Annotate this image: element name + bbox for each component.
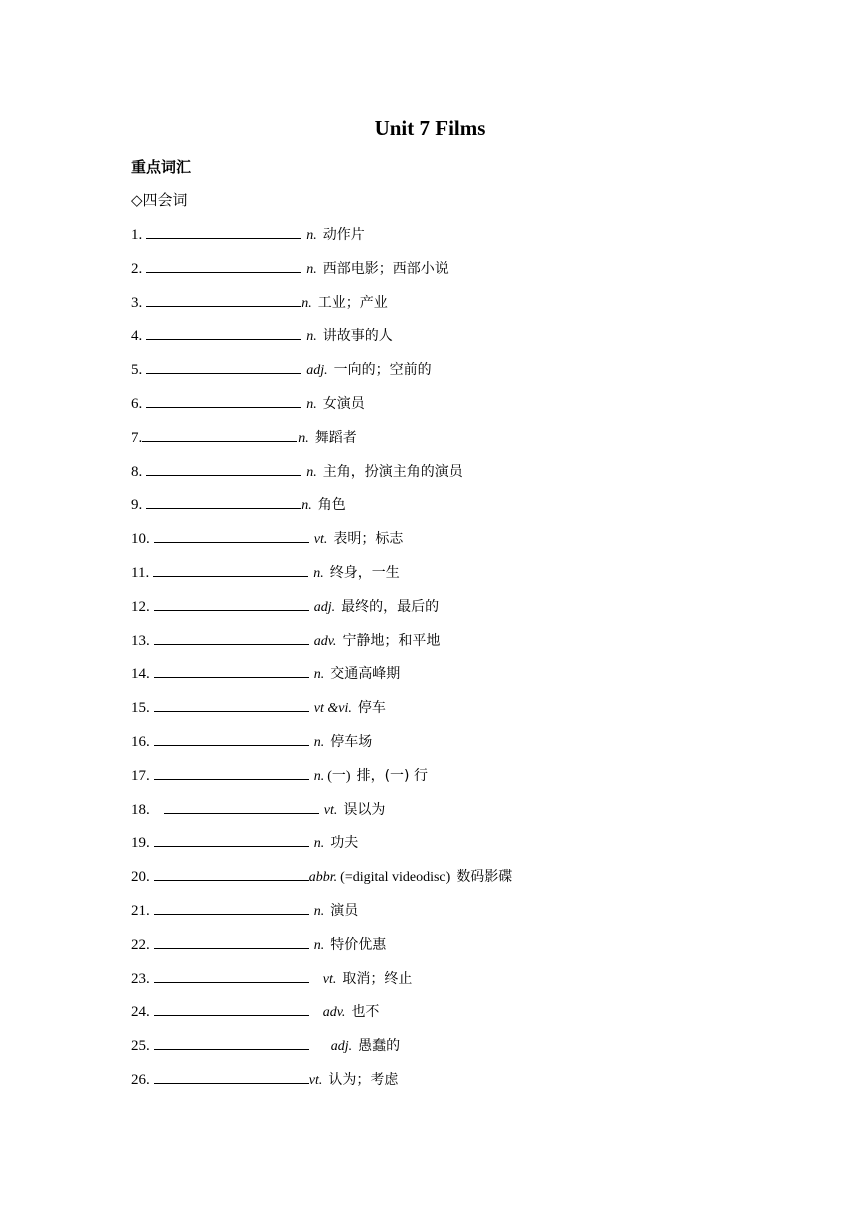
- item-meaning: 误以为: [343, 801, 386, 818]
- part-of-speech: n.: [313, 836, 325, 852]
- answer-blank[interactable]: [154, 1069, 309, 1084]
- item-number: 18.: [131, 801, 150, 818]
- part-of-speech: adv.: [313, 633, 337, 649]
- item-number: 21.: [131, 902, 150, 919]
- item-number: 23.: [131, 970, 150, 987]
- item-number: 10.: [131, 531, 150, 548]
- list-item: [131, 731, 791, 765]
- item-meaning: 一向的；空前的: [333, 362, 432, 379]
- answer-blank[interactable]: [146, 325, 301, 340]
- list-item: [131, 1069, 791, 1103]
- answer-blank[interactable]: [154, 1035, 309, 1050]
- vocabulary-list: [131, 224, 791, 1103]
- list-item: [131, 1001, 791, 1035]
- part-of-speech: adj.: [306, 363, 328, 379]
- part-of-speech: adv.: [322, 1005, 346, 1021]
- part-of-speech: n.: [306, 464, 317, 480]
- item-meaning: 认为；考虑: [328, 1071, 399, 1088]
- answer-blank[interactable]: [154, 1001, 309, 1016]
- item-number: 6.: [131, 395, 143, 412]
- item-meaning: 停车场: [330, 733, 373, 750]
- item-meaning: 讲故事的人: [322, 328, 393, 345]
- list-item: [131, 934, 791, 968]
- item-number: 9.: [131, 497, 143, 514]
- part-of-speech: vt.: [313, 532, 328, 548]
- item-number: 3.: [131, 294, 143, 311]
- list-item: [131, 359, 791, 393]
- part-of-speech: n.: [306, 329, 317, 345]
- part-of-speech: n.: [313, 565, 324, 581]
- list-item: [131, 866, 791, 900]
- list-item: [131, 528, 791, 562]
- answer-blank[interactable]: [154, 765, 309, 780]
- item-meaning: 西部电影；西部小说: [322, 260, 449, 277]
- item-number: 15.: [131, 700, 150, 717]
- answer-blank[interactable]: [154, 697, 309, 712]
- list-item: [131, 968, 791, 1002]
- list-item: [131, 325, 791, 359]
- item-note: (=digital videodisc): [340, 870, 451, 886]
- item-number: 8.: [131, 463, 143, 480]
- item-meaning: 排，(一) 行: [356, 767, 428, 784]
- item-meaning: 交通高峰期: [330, 666, 401, 683]
- part-of-speech: n.: [313, 937, 325, 953]
- list-item: [131, 393, 791, 427]
- answer-blank[interactable]: [154, 866, 309, 881]
- answer-blank[interactable]: [146, 461, 301, 476]
- part-of-speech: n.: [313, 734, 325, 750]
- item-meaning: 愚蠢的: [358, 1038, 401, 1055]
- part-of-speech: n.: [313, 768, 325, 784]
- part-of-speech: abbr.: [308, 870, 338, 886]
- item-meaning: 女演员: [322, 395, 365, 412]
- item-number: 16.: [131, 733, 150, 750]
- item-meaning: 最终的，最后的: [341, 598, 440, 615]
- answer-blank[interactable]: [146, 359, 301, 374]
- item-meaning: 数码影碟: [456, 869, 513, 886]
- list-item: [131, 427, 791, 461]
- answer-blank[interactable]: [154, 832, 309, 847]
- item-note: (一): [327, 768, 351, 784]
- list-item: [131, 663, 791, 697]
- item-number: 24.: [131, 1004, 150, 1021]
- item-meaning: 终身，一生: [329, 564, 400, 581]
- list-item: [131, 224, 791, 258]
- item-meaning: 宁静地；和平地: [342, 632, 441, 649]
- answer-blank[interactable]: [146, 258, 301, 273]
- item-number: 7.: [131, 429, 143, 446]
- list-item: [131, 697, 791, 731]
- list-item: [131, 292, 791, 326]
- list-item: [131, 799, 791, 833]
- item-number: 11.: [131, 564, 150, 581]
- list-item: [131, 596, 791, 630]
- part-of-speech: adj.: [313, 599, 336, 615]
- list-item: [131, 765, 791, 799]
- answer-blank[interactable]: [146, 494, 301, 509]
- answer-blank[interactable]: [154, 968, 309, 983]
- answer-blank[interactable]: [153, 562, 308, 577]
- item-number: 13.: [131, 632, 150, 649]
- item-meaning: 特价优惠: [330, 936, 387, 953]
- list-item: [131, 494, 791, 528]
- answer-blank[interactable]: [154, 900, 309, 915]
- item-number: 12.: [131, 598, 150, 615]
- item-number: 14.: [131, 666, 150, 683]
- item-number: 17.: [131, 767, 150, 784]
- part-of-speech: n.: [301, 498, 312, 514]
- item-number: 26.: [131, 1071, 150, 1088]
- item-meaning: 工业；产业: [317, 294, 388, 311]
- answer-blank[interactable]: [164, 799, 319, 814]
- item-meaning: 表明；标志: [333, 531, 404, 548]
- part-of-speech: n.: [306, 228, 317, 243]
- item-number: 25.: [131, 1038, 150, 1055]
- part-of-speech: vt.: [322, 971, 337, 987]
- part-of-speech: n.: [298, 430, 309, 446]
- part-of-speech: n.: [306, 261, 317, 277]
- item-meaning: 取消；终止: [342, 970, 413, 987]
- item-number: 19.: [131, 835, 150, 852]
- list-item: [131, 832, 791, 866]
- part-of-speech: n.: [313, 667, 325, 683]
- part-of-speech: adj.: [330, 1039, 353, 1055]
- answer-blank[interactable]: [154, 630, 309, 645]
- item-meaning: 动作片: [322, 227, 365, 243]
- item-meaning: 功夫: [330, 835, 359, 852]
- list-item: [131, 900, 791, 934]
- list-item: [131, 258, 791, 292]
- list-item: [131, 562, 791, 596]
- item-meaning: 停车: [357, 700, 386, 717]
- item-number: 4.: [131, 328, 143, 345]
- part-of-speech: n.: [301, 295, 312, 311]
- item-meaning: 舞蹈者: [314, 429, 357, 446]
- item-meaning: 角色: [317, 497, 346, 514]
- list-item: [131, 461, 791, 495]
- list-item: [131, 630, 791, 664]
- part-of-speech: vt.: [323, 802, 338, 818]
- answer-blank[interactable]: [142, 427, 297, 442]
- item-meaning: 也不: [351, 1004, 380, 1021]
- part-of-speech: vt.: [308, 1072, 323, 1088]
- item-meaning: 演员: [330, 902, 359, 919]
- item-number: 20.: [131, 869, 150, 886]
- item-number: 5.: [131, 362, 143, 379]
- part-of-speech: vt &vi.: [313, 701, 352, 717]
- answer-blank[interactable]: [146, 224, 301, 239]
- answer-blank[interactable]: [154, 663, 309, 678]
- answer-blank[interactable]: [154, 934, 309, 949]
- section-heading: 重点词汇: [131, 158, 192, 176]
- answer-blank[interactable]: [154, 731, 309, 746]
- subsection-heading: ◇四会词: [131, 191, 188, 209]
- list-item: [131, 1035, 791, 1069]
- answer-blank[interactable]: [146, 292, 301, 307]
- item-number: 1.: [131, 227, 143, 243]
- item-number: 2.: [131, 260, 143, 277]
- item-meaning: 主角，扮演主角的演员: [322, 463, 463, 480]
- item-number: 22.: [131, 936, 150, 953]
- answer-blank[interactable]: [154, 596, 309, 611]
- answer-blank[interactable]: [146, 393, 301, 408]
- part-of-speech: n.: [313, 903, 325, 919]
- page-title: Unit 7 Films: [374, 116, 486, 140]
- answer-blank[interactable]: [154, 528, 309, 543]
- part-of-speech: n.: [306, 396, 317, 412]
